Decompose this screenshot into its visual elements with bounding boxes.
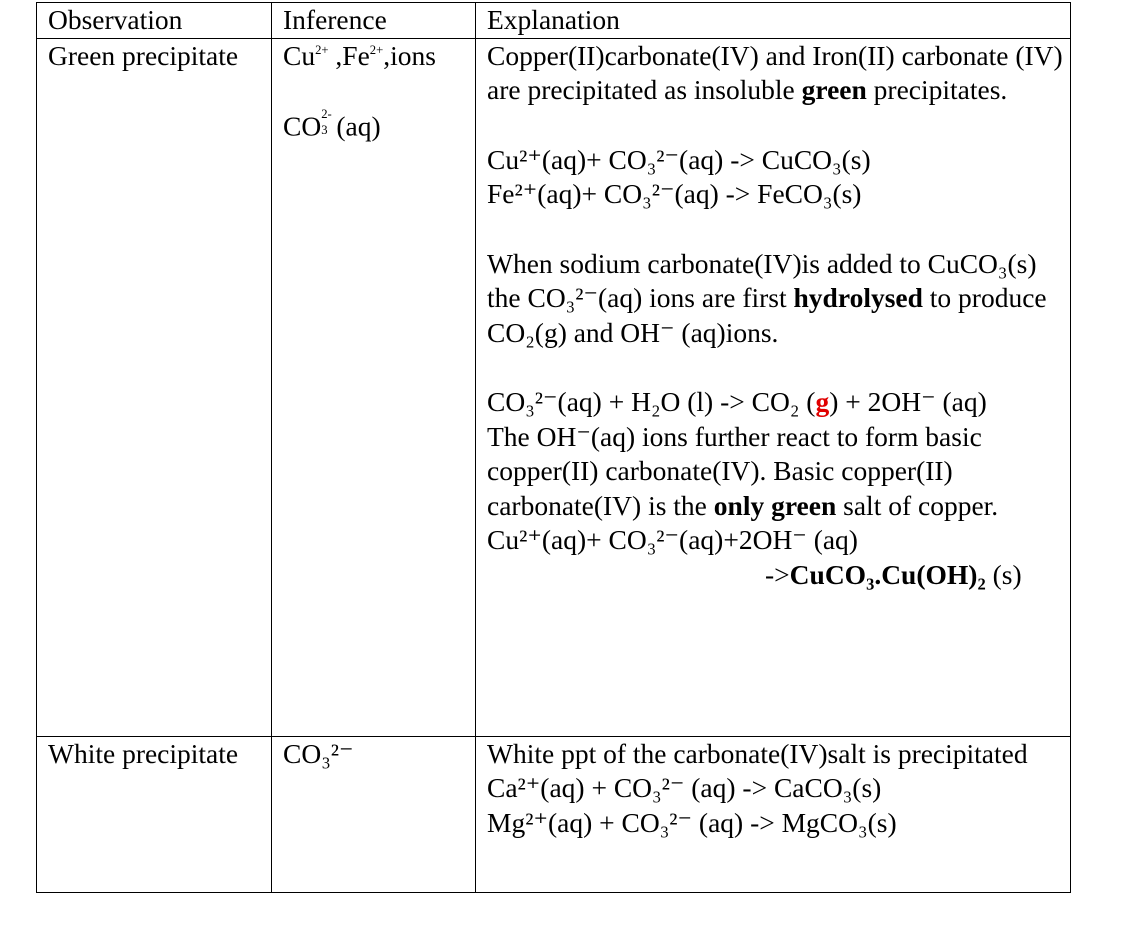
explanation-text: The OH⁻(aq) ions further react to form basic copper(II) carbonate(IV). Basic copper(II) carbonate(IV) is the	[487, 420, 982, 521]
bold-text: hydrolysed	[793, 282, 923, 313]
equation-iron: Fe²⁺(aq)+ CO₃²⁻(aq) -> FeCO₃(s)	[487, 178, 862, 209]
explanation-text: precipitates.	[866, 74, 1008, 105]
ion-fe: ,Fe	[328, 39, 370, 71]
explanation-cell	[476, 736, 1071, 892]
observation-cell	[37, 736, 272, 892]
carbonate-sub: 3	[321, 123, 328, 138]
header-explanation: Explanation	[476, 3, 1071, 39]
ion-cu-charge: 2+	[315, 42, 329, 57]
inference-text: CO₃²⁻	[283, 737, 354, 769]
inference-cell	[272, 38, 476, 736]
observation-table	[36, 2, 1071, 893]
table-row	[37, 38, 1071, 736]
carbonate-formula: CO	[283, 110, 322, 142]
inference-cell	[272, 736, 476, 892]
explanation-paragraph	[487, 39, 1070, 108]
ions-label: ,ions	[383, 39, 436, 71]
equation-hydrolysis	[487, 385, 1070, 420]
explanation-text: When sodium carbonate(IV)is added to CuCO₃(s) the CO₃²⁻(aq) ions are first	[487, 247, 1037, 313]
explanation-paragraph: White ppt of the carbonate(IV)salt is precipitated	[487, 737, 1028, 769]
explanation-text: salt of copper.	[836, 489, 999, 521]
explanation-paragraph	[487, 247, 1070, 351]
observation-text: Green precipitate	[48, 39, 239, 71]
equation-text: ) + 2OH⁻ (aq)	[829, 386, 987, 417]
header-observation: Observation	[37, 3, 272, 39]
equation-basic-carbonate: Cu²⁺(aq)+ CO₃²⁻(aq)+2OH⁻ (aq)	[487, 524, 858, 555]
carbonate-state: (aq)	[336, 110, 381, 142]
ion-cu: Cu	[283, 39, 316, 71]
explanation-text: Copper(II)carbonate(IV) and Iron(II) carbonate (IV) are precipitated as insoluble	[487, 39, 1063, 105]
equation-text: CO₃²⁻(aq) + H₂O (l) -> CO₂ (	[487, 386, 816, 417]
observation-cell	[37, 38, 272, 736]
explanation-cell	[476, 38, 1071, 736]
equation-calcium: Ca²⁺(aq) + CO₃²⁻ (aq) -> CaCO₃(s)	[487, 772, 882, 803]
ion-fe-charge: 2+	[369, 42, 384, 57]
arrow-text: ->	[765, 558, 790, 590]
observation-text: White precipitate	[48, 737, 239, 769]
table-row	[37, 736, 1071, 892]
explanation-paragraph	[487, 420, 1070, 524]
bold-text: green	[801, 74, 867, 105]
equation-magnesium: Mg²⁺(aq) + CO₃²⁻ (aq) -> MgCO₃(s)	[487, 806, 897, 838]
header-row	[37, 3, 1071, 39]
state-text: (s)	[985, 558, 1022, 590]
inference-ions	[283, 39, 475, 74]
bold-formula: CuCO₃.Cu(OH)₂	[789, 558, 986, 590]
inference-carbonate	[283, 108, 475, 144]
gas-state-highlight: g	[815, 386, 830, 417]
equation-basic-carbonate-product	[487, 558, 1070, 593]
explanation-text: to produce CO₂(g) and OH⁻ (aq)ions.	[487, 282, 1047, 348]
carbonate-charge: 2-	[321, 106, 332, 121]
bold-text: only green	[713, 489, 837, 521]
equation-copper: Cu²⁺(aq)+ CO₃²⁻(aq) -> CuCO₃(s)	[487, 143, 871, 175]
header-inference: Inference	[272, 3, 476, 39]
